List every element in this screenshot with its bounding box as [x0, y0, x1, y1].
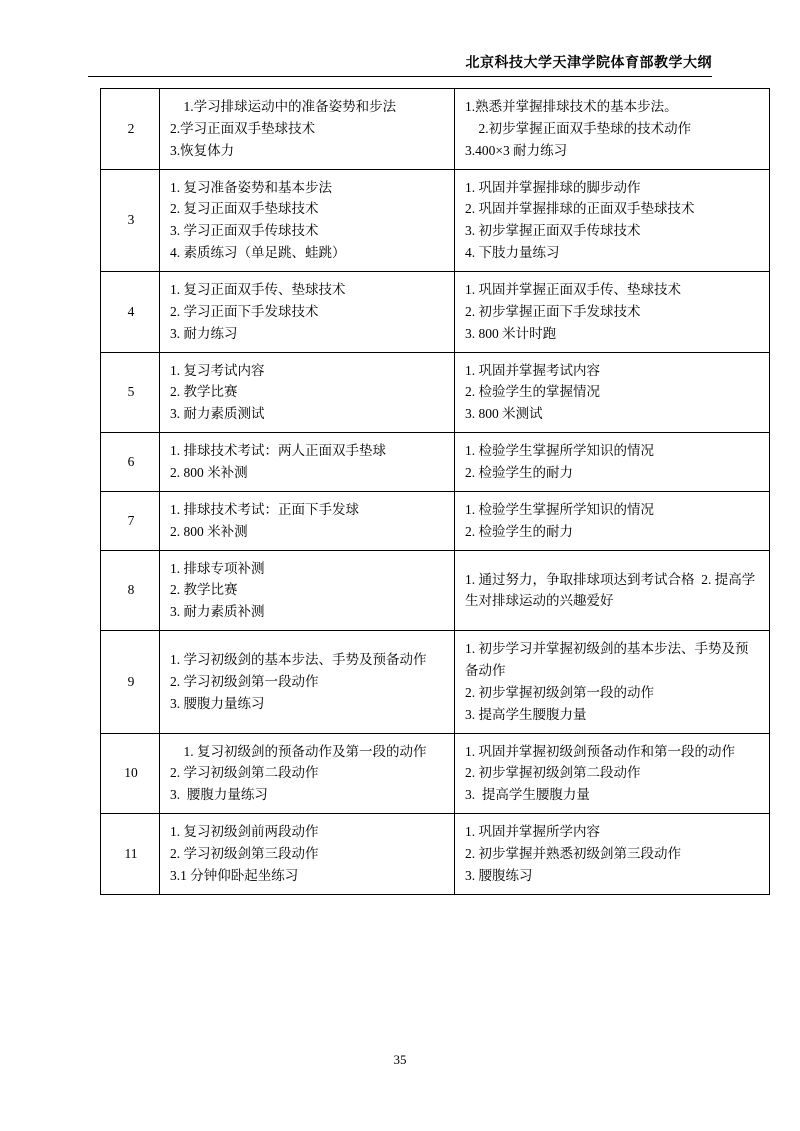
- table-row: [101, 89, 770, 170]
- content-line: 2. 复习正面双手垫球技术: [170, 201, 319, 217]
- content-line: 2. 800 米补测: [170, 523, 248, 539]
- goal-line: 2. 巩固并掌握排球的正面双手垫球技术: [465, 201, 695, 217]
- content-line: 1. 复习准备姿势和基本步法: [170, 179, 332, 195]
- content-cell: [160, 169, 455, 271]
- content-line: 1. 复习考试内容: [170, 362, 265, 378]
- content-line: 1. 复习初级剑的预备动作及第一段的动作: [170, 743, 427, 759]
- goal-line: 1. 巩固并掌握考试内容: [465, 362, 600, 378]
- content-line: 1. 学习初级剑的基本步法、手势及预备动作: [170, 652, 427, 668]
- content-cell: [160, 550, 455, 631]
- goal-line: 1. 初步学习并掌握初级剑的基本步法、手势及预备动作: [465, 641, 749, 679]
- goal-cell: [455, 433, 770, 492]
- goal-cell: [455, 352, 770, 433]
- content-line: 3.1 分钟仰卧起坐练习: [170, 867, 299, 883]
- table-row: [101, 550, 770, 631]
- content-line: 1. 复习初级剑前两段动作: [170, 824, 319, 840]
- week-cell: 9: [101, 631, 160, 733]
- content-line: 3. 耐力练习: [170, 325, 238, 341]
- goal-cell: [455, 169, 770, 271]
- table-row: [101, 272, 770, 353]
- goal-line: 3. 提高学生腰腹力量: [465, 706, 587, 722]
- content-line: 2. 学习正面下手发球技术: [170, 303, 319, 319]
- week-cell: 2: [101, 89, 160, 170]
- goal-line: 3. 腰腹练习: [465, 867, 533, 883]
- goal-line: 3. 800 米测试: [465, 406, 543, 422]
- page-number: 35: [393, 1052, 407, 1067]
- goal-line: 3. 提高学生腰腹力量: [465, 787, 590, 803]
- syllabus-table-wrapper: [100, 88, 756, 895]
- content-cell: [160, 733, 455, 814]
- content-line: 2. 学习初级剑第一段动作: [170, 673, 319, 689]
- content-line: 1. 排球专项补测: [170, 560, 265, 576]
- week-cell: 3: [101, 169, 160, 271]
- goal-line: 1. 巩固并掌握排球的脚步动作: [465, 179, 641, 195]
- table-row: [101, 433, 770, 492]
- week-cell: 7: [101, 491, 160, 550]
- syllabus-table: [100, 88, 770, 895]
- content-line: 2. 教学比赛: [170, 582, 238, 598]
- content-line: 4. 素质练习（单足跳、蛙跳）: [170, 245, 346, 261]
- goal-cell: [455, 89, 770, 170]
- content-line: 3. 耐力素质测试: [170, 406, 265, 422]
- goal-line: 2.初步掌握正面双手垫球的技术动作: [465, 120, 692, 136]
- content-line: 3.恢复体力: [170, 142, 235, 158]
- content-cell: [160, 491, 455, 550]
- table-row: [101, 352, 770, 433]
- content-line: 2.学习正面双手垫球技术: [170, 120, 316, 136]
- goal-line: 1. 通过努力，争取排球项达到考试合格 2. 提高学生对排球运动的兴趣爱好: [465, 571, 756, 609]
- content-line: 2. 800 米补测: [170, 465, 248, 481]
- content-cell: [160, 433, 455, 492]
- goal-line: 2. 检验学生的耐力: [465, 465, 573, 481]
- goal-cell: [455, 631, 770, 733]
- content-line: 3. 腰腹力量练习: [170, 695, 265, 711]
- goal-line: 1. 检验学生掌握所学知识的情况: [465, 501, 654, 517]
- week-cell: 11: [101, 814, 160, 895]
- table-row: [101, 631, 770, 733]
- goal-line: 1. 巩固并掌握所学内容: [465, 824, 600, 840]
- content-cell: [160, 631, 455, 733]
- goal-line: 1.熟悉并掌握排球技术的基本步法。: [465, 99, 678, 114]
- table-row: [101, 733, 770, 814]
- content-cell: [160, 89, 455, 170]
- content-line: 1.学习排球运动中的准备姿势和步法: [170, 99, 397, 114]
- week-cell: 6: [101, 433, 160, 492]
- goal-line: 2. 初步掌握初级剑第二段动作: [465, 765, 641, 781]
- content-cell: [160, 272, 455, 353]
- content-cell: [160, 352, 455, 433]
- content-line: 2. 学习初级剑第二段动作: [170, 765, 319, 781]
- content-line: 1. 复习正面双手传、垫球技术: [170, 282, 346, 298]
- week-cell: 4: [101, 272, 160, 353]
- goal-line: 2. 初步掌握正面下手发球技术: [465, 303, 641, 319]
- content-cell: [160, 814, 455, 895]
- table-row: [101, 169, 770, 271]
- goal-line: 1. 巩固并掌握正面双手传、垫球技术: [465, 282, 681, 298]
- header-divider: [88, 76, 712, 77]
- syllabus-table-body: [101, 89, 770, 895]
- content-line: 3. 耐力素质补测: [170, 604, 265, 620]
- week-cell: 10: [101, 733, 160, 814]
- content-line: 2. 教学比赛: [170, 384, 238, 400]
- goal-line: 1. 巩固并掌握初级剑预备动作和第一段的动作: [465, 743, 735, 759]
- table-row: [101, 491, 770, 550]
- page-header-title: 北京科技大学天津学院体育部教学大纲: [465, 56, 712, 71]
- goal-cell: [455, 491, 770, 550]
- week-cell: 8: [101, 550, 160, 631]
- goal-cell: [455, 814, 770, 895]
- goal-line: 2. 检验学生的耐力: [465, 523, 573, 539]
- goal-line: 3.400×3 耐力练习: [465, 142, 568, 158]
- content-line: 3. 学习正面双手传球技术: [170, 223, 319, 239]
- goal-cell: [455, 733, 770, 814]
- week-cell: 5: [101, 352, 160, 433]
- table-row: [101, 814, 770, 895]
- content-line: 1. 排球技术考试：两人正面双手垫球: [170, 443, 386, 459]
- goal-line: 4. 下肢力量练习: [465, 245, 560, 261]
- goal-cell: [455, 272, 770, 353]
- content-line: 3. 腰腹力量练习: [170, 787, 268, 803]
- goal-line: 1. 检验学生掌握所学知识的情况: [465, 443, 654, 459]
- goal-line: 3. 800 米计时跑: [465, 325, 557, 341]
- goal-line: 2. 检验学生的掌握情况: [465, 384, 600, 400]
- goal-cell: [455, 550, 770, 631]
- content-line: 1. 排球技术考试：正面下手发球: [170, 501, 359, 517]
- goal-line: 2. 初步掌握初级剑第一段的动作: [465, 684, 654, 700]
- goal-line: 3. 初步掌握正面双手传球技术: [465, 223, 641, 239]
- goal-line: 2. 初步掌握并熟悉初级剑第三段动作: [465, 846, 681, 862]
- content-line: 2. 学习初级剑第三段动作: [170, 846, 319, 862]
